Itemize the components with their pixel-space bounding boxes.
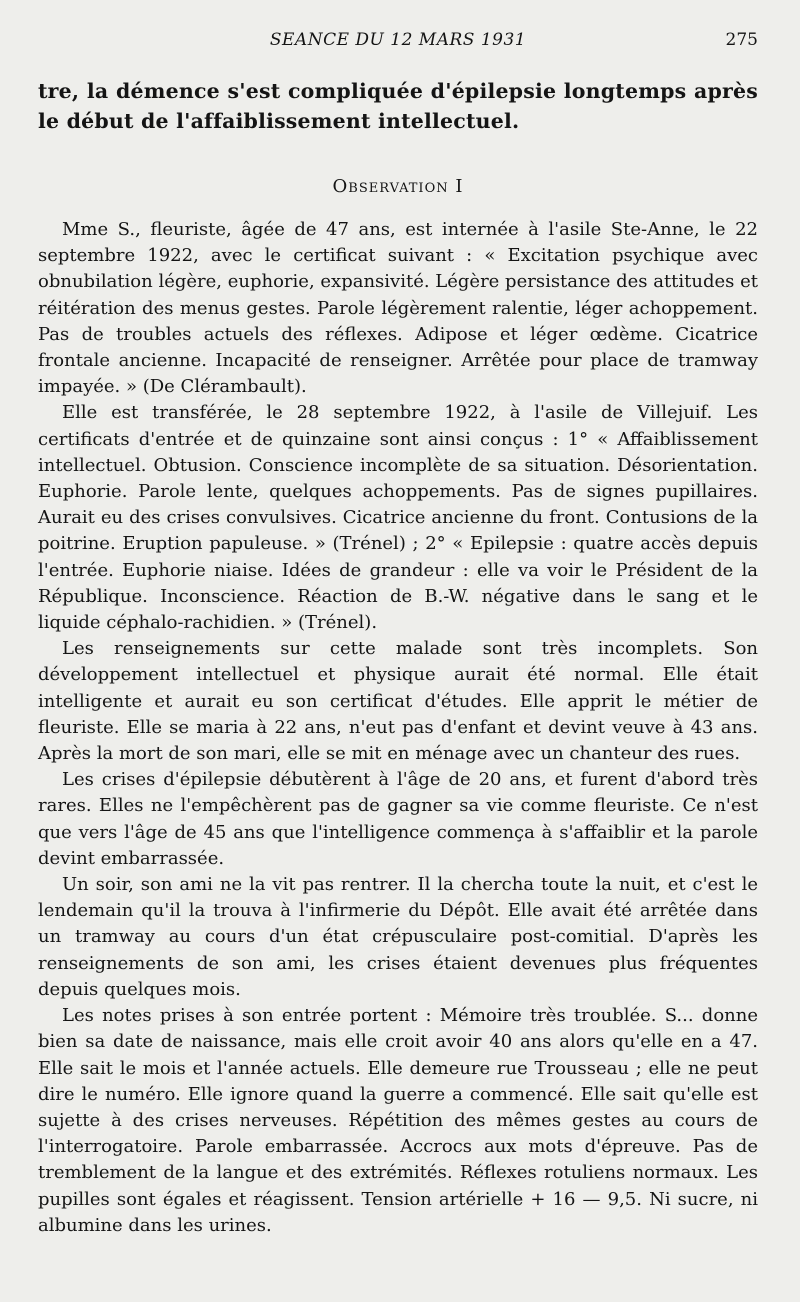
running-title: SEANCE DU 12 MARS 1931 — [269, 30, 527, 50]
observation-body — [38, 217, 758, 1239]
paragraph-transfer: Elle est transférée, le 28 septembre 1922, à l'asile de Villejuif. Les certificats d'entrée et de quinzaine sont ainsi conçus : 1° « Affaiblissement intellectuel. Obtusion. Conscience incomplète de sa situation. Désorientation. Euphorie. Parole lente, quelques achoppements. Pas de signes pupillaires. Aurait eu des crises convulsives. Cicatrice ancienne du front. Contusions de la poitrine. Eruption papuleuse. » (Trénel) ; 2° « Epilepsie : quatre accès depuis l'entrée. Euphorie niaise. Idées de grandeur : elle va voir le Président de la République. Inconscience. Réaction de B.-W. négative dans le sang et le liquide céphalo-rachidien. » (Trénel). — [38, 402, 758, 634]
section-title: Observation I — [332, 176, 464, 197]
running-header — [38, 30, 758, 58]
paragraph-epilepsy: Les crises d'épilepsie débutèrent à l'âge de 20 ans, et furent d'abord très rares. Elles ne l'empêchèrent pas de gagner sa vie comme fleuriste. Ce n'est que vers l'âge de 45 ans que l'intelligence commença à s'affaiblir et la parole devint embarrassée. — [38, 769, 758, 869]
page-number: 275 — [725, 30, 758, 50]
paragraph-notes: Les notes prises à son entrée portent : Mémoire très troublée. S... donne bien sa date de naissance, mais elle croit avoir 40 ans alors qu'elle en a 47. Elle sait le mois et l'année actuels. Elle demeure rue Trousseau ; elle ne peut dire le numéro. Elle ignore quand la guerre a commencé. Elle sait qu'elle est sujette à des crises nerveuses. Répétition des mêmes gestes au cours de l'interrogatoire. Parole embarrassée. Accrocs aux mots d'épreuve. Pas de tremblement de la langue et des extrémités. Réflexes rotuliens normaux. Les pupilles sont égales et réagissent. Tension artérielle + 16 — 9,5. Ni sucre, ni albumine dans les urines. — [38, 1005, 758, 1236]
paragraph-history: Les renseignements sur cette malade sont très incomplets. Son développement intellectuel et physique aurait été normal. Elle était intelligente et aurait eu son certificat d'études. Elle apprit le métier de fleuriste. Elle se maria à 22 ans, n'eut pas d'enfant et devint veuve à 43 ans. Après la mort de son mari, elle se mit en ménage avec un chanteur des rues. — [38, 638, 758, 765]
paragraph-admission: Mme S., fleuriste, âgée de 47 ans, est internée à l'asile Ste-Anne, le 22 septembre 1922, avec le certificat suivant : « Excitation psychique avec obnubilation légère, euphorie, expansivité. Légère persistance des attitudes et réitération des menus gestes. Parole légèrement ralentie, léger achoppement. Pas de troubles actuels des réflexes. Adipose et léger œdème. Cicatrice frontale ancienne. Incapacité de renseigner. Arrêtée pour place de tramway impayée. » (De Clérambault). — [38, 219, 759, 398]
paragraph-incident: Un soir, son ami ne la vit pas rentrer. Il la chercha toute la nuit, et c'est le lendemain qu'il la trouva à l'infirmerie du Dépôt. Elle avait été arrêtée dans un tramway au cours d'un état crépusculaire post-comitial. D'après les renseignements de son ami, les crises étaient devenues plus fréquentes depuis quelques mois. — [38, 874, 758, 1000]
intro-paragraph: tre, la démence s'est compliquée d'épilepsie longtemps après le début de l'affaiblissement intellectuel. — [38, 79, 758, 133]
